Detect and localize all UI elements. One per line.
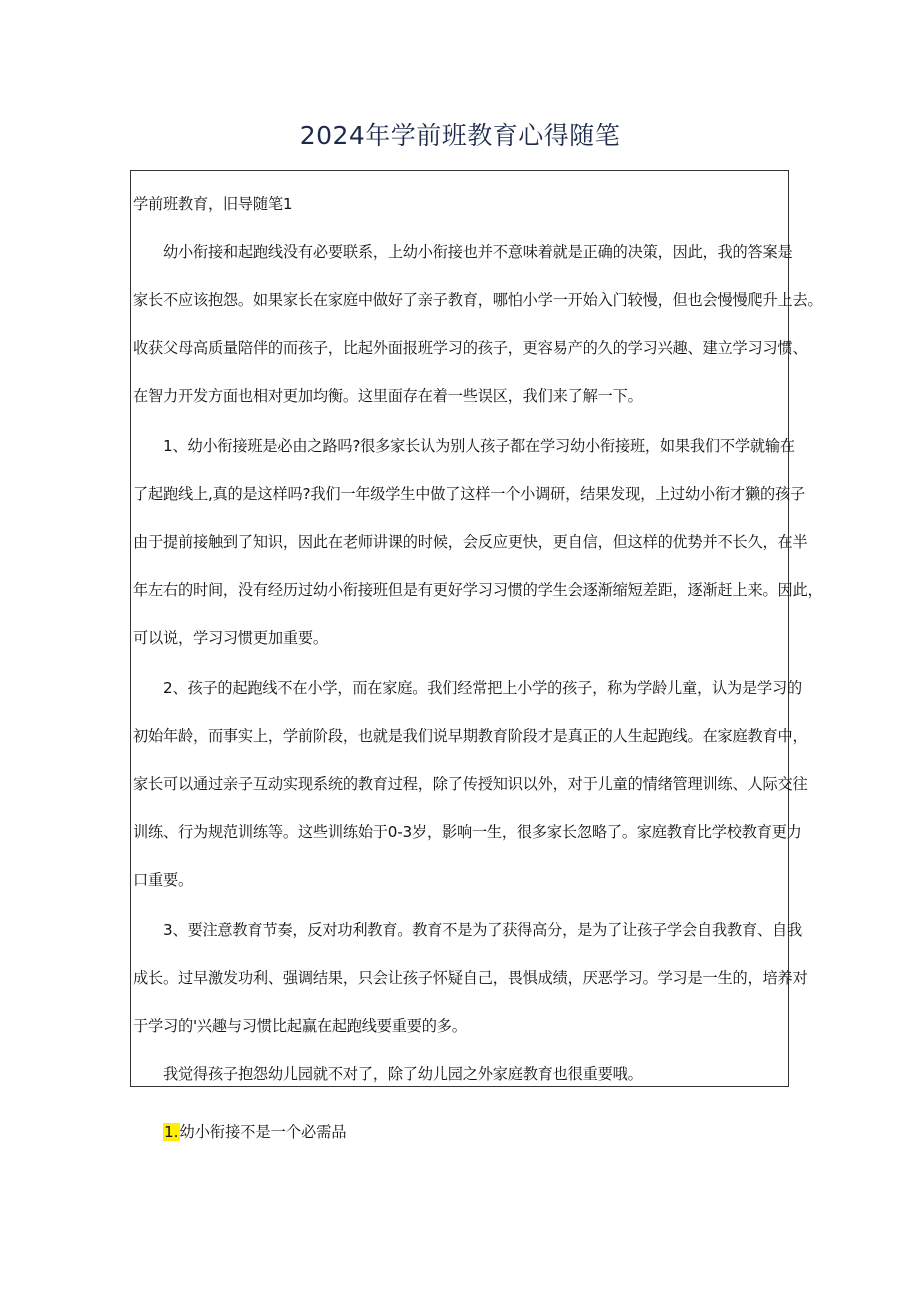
paragraph-line-9: 可以说，学习习惯更加重要。 bbox=[133, 629, 328, 647]
paragraph-line-4: 在智力开发方面也相对更加均衡。这里面存在着一些误区，我们来了解一下。 bbox=[133, 387, 643, 405]
paragraph-line-14: 口重要。 bbox=[133, 871, 193, 889]
list-item bbox=[163, 1122, 347, 1142]
paragraph-line-10: 2、孩子的起跑线不在小学，而在家庭。我们经常把上小学的孩子，称为学龄儿童，认为是学习的 bbox=[163, 679, 802, 697]
paragraph-line-6: 了起跑线上,真的是这样吗?我们一年级学生中做了这样一个小调研，结果发现，上过幼小衔才獭的孩子 bbox=[133, 485, 805, 503]
document-title: 2024年学前班教育心得随笔 bbox=[299, 121, 621, 150]
paragraph-line-7: 由于提前接触到了知识，因此在老师讲课的时候，会反应更快，更自信，但这样的优势并不长久，在半 bbox=[133, 533, 808, 551]
paragraph-line-1: 幼小衔接和起跑线没有必要联系，上幼小衔接也并不意味着就是正确的决策，因此，我的答案是 bbox=[163, 243, 793, 261]
paragraph-line-3: 收获父母高质量陪伴的而孩子，比起外面报班学习的孩子，更容易产的久的学习兴趣、建立学习习惯、 bbox=[133, 339, 808, 357]
list-item-number: 1. bbox=[164, 1123, 179, 1141]
paragraph-line-8: 年左右的时间，没有经历过幼小衔接班但是有更好学习习惯的学生会逐渐缩短差距，逐渐赶上来。因此， bbox=[133, 581, 823, 599]
paragraph-line-16: 成长。过早激发功利、强调结果，只会让孩子怀疑自己，畏惧成绩，厌恶学习。学习是一生的，培养对 bbox=[133, 969, 808, 987]
paragraph-line-11: 初始年龄，而事实上，学前阶段，也就是我们说早期教育阶段才是真正的人生起跑线。在家庭教育中， bbox=[133, 727, 808, 745]
paragraph-line-18: 我觉得孩子抱怨幼儿园就不对了，除了幼儿园之外家庭教育也很重要哦。 bbox=[163, 1065, 643, 1083]
paragraph-line-15: 3、要注意教育节奏，反对功利教育。教育不是为了获得高分，是为了让孩子学会自我教育、自我 bbox=[163, 921, 802, 939]
list-item-text: 幼小衔接不是一个必需品 bbox=[179, 1123, 347, 1141]
section-heading: 学前班教育，旧导随笔1 bbox=[133, 195, 293, 213]
paragraph-line-12: 家长可以通过亲子互动实现系统的教育过程，除了传授知识以外，对于儿童的情绪管理训练、人际交往 bbox=[133, 775, 808, 793]
paragraph-line-17: 于学习的'兴趣与习惯比起赢在起跑线要重要的多。 bbox=[133, 1017, 467, 1035]
paragraph-line-13: 训练、行为规范训练等。这些训练始于0-3岁，影响一生，很多家长忽略了。家庭教育比学校教育更力 bbox=[133, 823, 802, 841]
paragraph-line-2: 家长不应该抱怨。如果家长在家庭中做好了亲子教育，哪怕小学一开始入门较慢，但也会慢慢爬升上去。 bbox=[133, 291, 823, 309]
paragraph-line-5: 1、幼小衔接班是必由之路吗?很多家长认为别人孩子都在学习幼小衔接班，如果我们不学就输在 bbox=[163, 437, 795, 455]
